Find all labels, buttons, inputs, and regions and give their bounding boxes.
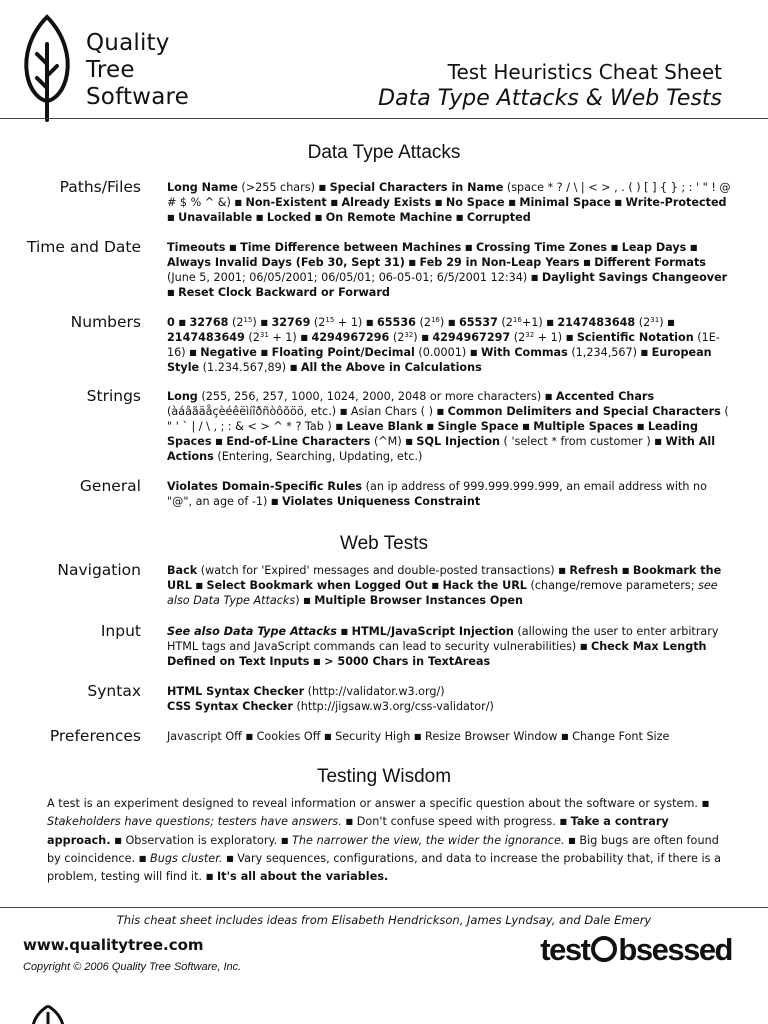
wisdom-paragraph: A test is an experiment designed to reveal information or answer a specific question about the software or system. ■ Stakeholders have questions; testers have answers. ■ Don't confuse speed with progress. ■ Take a contrary approach. ■ Observation is exploratory. ■ The narrower the view, the wider the ignorance. ■ Big bugs are often found by coincidence. ■ Bugs cluster. ■ Vary sequences, configurations, and data to increase the probability that, if there is a problem, testing will find it. ■ It's all about the variables. (47, 797, 722, 884)
tree-logo-icon (22, 14, 72, 122)
row-label: Navigation (57, 561, 141, 579)
row-body: Back (watch for 'Expired' messages and double-posted transactions) ■ Refresh ■ Bookmark the URL ■ Select Bookmark when Logged Out ■ Hack the URL (change/remove parameters; see also Data Type Attacks) ■ Multiple Browser Instances Open (167, 564, 722, 608)
row-label: Syntax (87, 682, 141, 700)
row-body: Long (255, 256, 257, 1000, 1024, 2000, 2048 or more characters) ■ Accented Chars (àáâãäåçèéêëìíîðñòôõöö, etc.) ■ Asian Chars ( ) ■ Common Delimiters and Special Characters ( " ' ` | / \ , ; : & < > ^ * ? Tab ) ■ Leave Blank ■ Single Space ■ Multiple Spaces ■ Leading Spaces ■ End-of-Line Characters (^M) ■ SQL Injection ( 'select * from customer ) ■ With All Actions (Entering, Searching, Updating, etc.) (167, 390, 729, 464)
row-label: Time and Date (27, 238, 141, 256)
page-title: Test Heuristics Cheat Sheet (447, 60, 722, 84)
section-heading-testing-wisdom: Testing Wisdom (316, 766, 452, 787)
row-body: See also Data Type Attacks ■ HTML/JavaScript Injection (allowing the user to enter arbitrary HTML tags and JavaScript commands can lead to security vulnerabilities) ■ Check Max Length Defined on Text Inputs ■ > 5000 Chars in TextAreas (167, 625, 719, 669)
brand-name: Quality Tree Software (86, 30, 189, 110)
tree-logo-icon (28, 1004, 68, 1024)
row-label: Paths/Files (59, 178, 141, 196)
row-body: Violates Domain-Specific Rules (an ip address of 999.999.999.999, an email address with no "@", an age of -1) ■ Violates Uniqueness Constraint (167, 480, 707, 509)
footer-divider (0, 907, 768, 908)
row-label: Numbers (70, 313, 141, 331)
credits-line: This cheat sheet includes ideas from Elisabeth Hendrickson, James Lyndsay, and Dale Emery (116, 913, 652, 927)
circle-o-icon (591, 936, 617, 962)
section-heading-web-tests: Web Tests (339, 533, 428, 554)
row-body: 0 ■ 32768 $(2^{15})$ ■ 32769 $(2^{15} + 1)$ ■ 65536 $(2^{16})$ ■ 65537 $(2^{16}+1)$ ■ 2147483648 $(2^{31})$ ■ 2147483649 $(2^{31} + 1)$ ■ 4294967296 $(2^{32})$ ■ 4294967297 $(2^{32} + 1)$ ■ Scientific Notation (1E-16) ■ Negative ■ Floating Point/Decimal (0.0001) ■ With Commas (1,234,567) ■ European Style (1.234.567,89) ■ All the Above in Calculations (167, 316, 720, 375)
row-body: Timeouts ■ Time Difference between Machines ■ Crossing Time Zones ■ Leap Days ■ Always Invalid Days (Feb 30, Sept 31) ■ Feb 29 in Non-Leap Years ■ Different Formats (June 5, 2001; 06/05/2001; 06/05/01; 06-05-01; 6/5/2001 12:34) ■ Daylight Savings Changeover ■ Reset Clock Backward or Forward (167, 241, 728, 300)
row-label: Strings (86, 387, 141, 405)
row-body: Javascript Off ■ Cookies Off ■ Security High ■ Resize Browser Window ■ Change Font Size (167, 730, 670, 743)
row-label: General (79, 477, 141, 495)
copyright-notice: Copyright © 2006 Quality Tree Software, Inc. (23, 961, 242, 973)
row-body: HTML Syntax Checker (http://validator.w3.org/) CSS Syntax Checker (http://jigsaw.w3.org/css-validator/) (167, 685, 494, 714)
header-divider (0, 118, 768, 119)
test-obsessed-logo: test bsessed (540, 932, 732, 967)
website-link[interactable]: www.qualitytree.com (23, 936, 204, 954)
row-label: Preferences (49, 727, 141, 745)
section-heading-data-type-attacks: Data Type Attacks (307, 142, 461, 163)
page-subtitle: Data Type Attacks & Web Tests (378, 86, 722, 111)
row-body: Long Name (>255 chars) ■ Special Characters in Name (space * ? / \ | < > , . ( ) [ ] { } ; : ' " ! @ # $ % ^ &) ■ Non-Existent ■ Already Exists ■ No Space ■ Minimal Space ■ Write-Protected ■ Unavailable ■ Locked ■ On Remote Machine ■ Corrupted (167, 181, 731, 225)
row-label: Input (100, 622, 141, 640)
